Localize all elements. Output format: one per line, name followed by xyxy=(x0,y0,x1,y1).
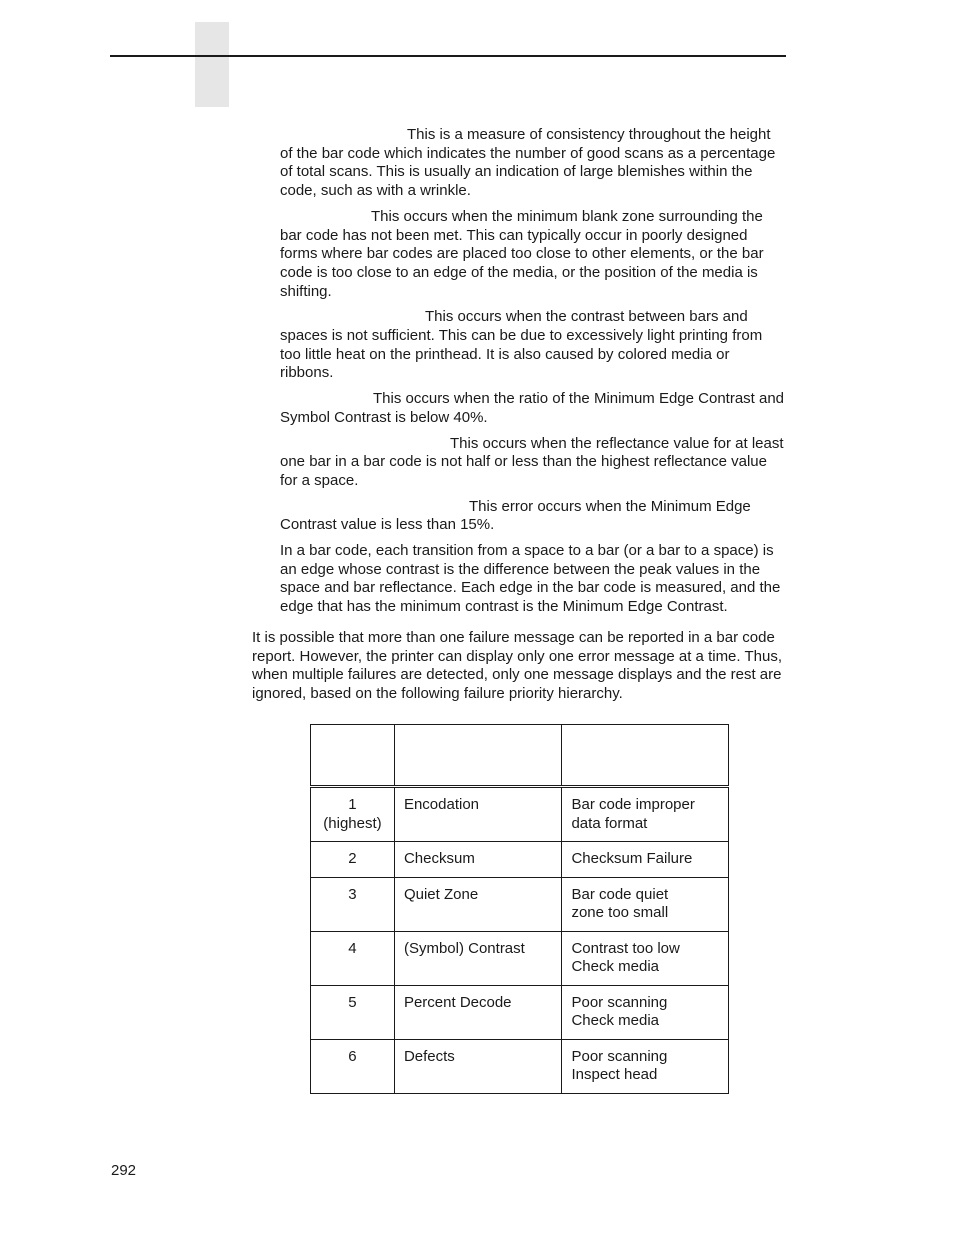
definition-list xyxy=(280,126,786,624)
page-number: 292 xyxy=(111,1162,137,1179)
edge-contrast-explanation xyxy=(280,542,786,617)
priority-value: 1 (highest) xyxy=(323,796,382,832)
message-cell: Checksum Failure xyxy=(562,842,729,878)
priority-cell: 4 xyxy=(311,931,395,985)
message-cell xyxy=(562,931,729,985)
table-header-row xyxy=(311,725,729,787)
message-value: Bar code improper data format xyxy=(571,796,695,832)
message-value: Poor scanning Inspect head xyxy=(571,1047,668,1083)
definition-text: This occurs when the ratio of the Minimum Edge Contrast and Symbol Contrast is below 40%. xyxy=(280,390,785,426)
header-message xyxy=(562,725,729,787)
definition-reflectance xyxy=(280,435,786,491)
chapter-tab xyxy=(195,22,229,107)
table-row xyxy=(311,842,729,878)
message-value: Poor scanning Check media xyxy=(571,993,668,1029)
definition-text: This error occurs when the Minimum Edge Contrast value is less than 15%. xyxy=(280,497,751,534)
definition-modulation xyxy=(280,390,786,427)
priority-cell: 3 xyxy=(311,877,395,931)
definition-edge-contrast xyxy=(280,498,786,535)
definition-symbol-contrast xyxy=(280,308,786,383)
header-rule xyxy=(110,55,786,57)
header-failure xyxy=(394,725,562,787)
message-cell xyxy=(562,1039,729,1093)
priority-cell: 2 xyxy=(311,842,395,878)
message-value: Contrast too low Check media xyxy=(571,939,680,975)
definition-percent-decode xyxy=(280,126,786,201)
failure-cell: Percent Decode xyxy=(394,985,562,1039)
definition-quiet-zone xyxy=(280,208,786,302)
table-row xyxy=(311,985,729,1039)
failure-cell: Quiet Zone xyxy=(394,877,562,931)
priority-cell xyxy=(311,787,395,842)
table-row xyxy=(311,787,729,842)
definition-text: This is a measure of consistency throughout the height of the bar code which indicates the number of good scans as a percentage of total scans. This is usually an indication of large blemishes within the code, such as with a wrinkle. xyxy=(280,126,776,200)
message-cell xyxy=(562,877,729,931)
failure-cell: Defects xyxy=(394,1039,562,1093)
header-priority xyxy=(311,725,395,787)
table-row xyxy=(311,877,729,931)
summary-paragraph: It is possible that more than one failure message can be reported in a bar code report. However, the printer can display only one error message at a time. Thus, when multiple failures are detected, only one message displays and the rest are ignored, based on the following failure priority hierarchy. xyxy=(252,629,782,703)
failure-cell: Checksum xyxy=(394,842,562,878)
failure-priority-table xyxy=(310,724,729,1094)
definition-text: This occurs when the minimum blank zone surrounding the bar code has not been met. This can typically occur in poorly designed forms where bar codes are placed too close to other elements, or the bar code is too close to an edge of the media, or the position of the media is shifting. xyxy=(280,207,764,300)
table-row xyxy=(311,931,729,985)
message-cell xyxy=(562,787,729,842)
table-row xyxy=(311,1039,729,1093)
definition-text: This occurs when the reflectance value for at least one bar in a bar code is not half or less than the highest reflectance value for a space. xyxy=(280,434,784,489)
message-cell xyxy=(562,985,729,1039)
message-value: Bar code quiet zone too small xyxy=(571,885,669,921)
definition-text: This occurs when the contrast between bars and spaces is not sufficient. This can be due to excessively light printing from too little heat on the printhead. It is also caused by colored media or ribbons. xyxy=(280,308,763,382)
priority-cell: 6 xyxy=(311,1039,395,1093)
explanation-text: In a bar code, each transition from a space to a bar (or a bar to a space) is an edge whose contrast is the difference between the peak values in the space and bar reflectance. Each edge in the bar code is measured, and the edge that has the minimum contrast is the Minimum Edge Contrast. xyxy=(280,542,781,616)
failure-cell: (Symbol) Contrast xyxy=(394,931,562,985)
priority-cell: 5 xyxy=(311,985,395,1039)
failure-cell: Encodation xyxy=(394,787,562,842)
